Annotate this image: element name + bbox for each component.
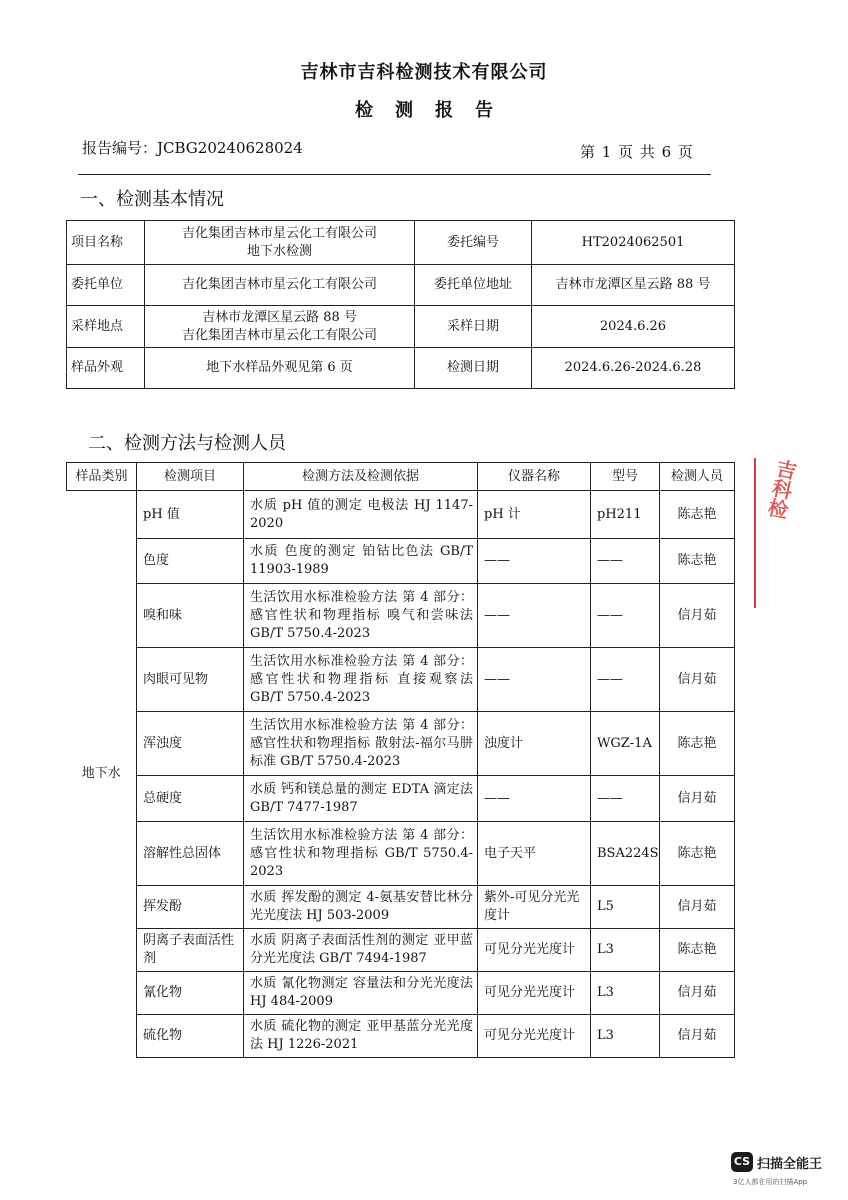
model-cell: pH211 (591, 491, 660, 539)
value-cell: HT2024062501 (532, 221, 735, 265)
table-row (67, 648, 735, 712)
person-cell: 信月茹 (660, 972, 735, 1015)
model-cell: —— (591, 539, 660, 584)
item-cell: 浑浊度 (137, 712, 244, 776)
column-header: 仪器名称 (478, 463, 591, 491)
instrument-cell: 可见分光光度计 (478, 1015, 591, 1058)
sample-category-cell: 地下水 (67, 491, 137, 1058)
watermark-name: 扫描全能王 (757, 1157, 823, 1172)
watermark-subtitle: 3亿人都在用的扫描App (733, 1178, 808, 1186)
person-cell: 陈志艳 (660, 491, 735, 539)
instrument-cell: —— (478, 776, 591, 822)
camscanner-logo-icon: CS (731, 1152, 753, 1172)
model-cell: L3 (591, 1015, 660, 1058)
instrument-cell: —— (478, 584, 591, 648)
table-row (67, 306, 735, 348)
model-cell: L5 (591, 886, 660, 929)
column-header: 检测项目 (137, 463, 244, 491)
label-cell: 项目名称 (67, 221, 145, 265)
method-cell: 生活饮用水标准检验方法 第 4 部分： 感官性状和物理指标 GB/T 5750.4-2023 (244, 822, 478, 886)
section1-title: 一、检测基本情况 (80, 189, 224, 210)
value-line: 吉林市龙潭区星云路 88 号 (202, 309, 357, 325)
item-cell: pH 值 (137, 491, 244, 539)
model-cell: L3 (591, 929, 660, 972)
person-cell: 信月茹 (660, 886, 735, 929)
method-cell: 水质 氰化物测定 容量法和分光光度法 HJ 484-2009 (244, 972, 478, 1015)
item-cell: 挥发酚 (137, 886, 244, 929)
item-cell: 色度 (137, 539, 244, 584)
label-cell: 委托单位 (67, 265, 145, 306)
report-title: 检测报告 (355, 100, 515, 121)
person-cell: 陈志艳 (660, 712, 735, 776)
table-header-row (67, 463, 735, 491)
model-cell: —— (591, 776, 660, 822)
table-row (67, 265, 735, 306)
value-cell: 地下水样品外观见第 6 页 (145, 348, 415, 389)
table-row (67, 491, 735, 539)
person-cell: 信月茹 (660, 648, 735, 712)
section2-title: 二、检测方法与检测人员 (88, 433, 286, 454)
model-cell: BSA224S (591, 822, 660, 886)
instrument-cell: 可见分光光度计 (478, 929, 591, 972)
value-cell: 2024.6.26-2024.6.28 (532, 348, 735, 389)
table-row (67, 584, 735, 648)
value-line: 地下水检测 (246, 243, 312, 259)
method-cell: 生活饮用水标准检验方法 第 4 部分：感官性状和物理指标 散射法-福尔马肼标准 GB/T 5750.4-2023 (244, 712, 478, 776)
item-cell: 嗅和味 (137, 584, 244, 648)
instrument-cell: 电子天平 (478, 822, 591, 886)
basic-info-table (66, 220, 735, 389)
value-cell: 吉化集团吉林市星云化工有限公司 (145, 265, 415, 306)
column-header: 检测人员 (660, 463, 735, 491)
method-cell: 水质 色度的测定 铂钴比色法 GB/T 11903-1989 (244, 539, 478, 584)
table-row (67, 929, 735, 972)
person-cell: 陈志艳 (660, 929, 735, 972)
instrument-cell: 可见分光光度计 (478, 972, 591, 1015)
column-header: 型号 (591, 463, 660, 491)
method-cell: 水质 硫化物的测定 亚甲基蓝分光光度法 HJ 1226-2021 (244, 1015, 478, 1058)
scanner-watermark (731, 1152, 831, 1190)
item-cell: 溶解性总固体 (137, 822, 244, 886)
person-cell: 信月茹 (660, 584, 735, 648)
label-cell: 检测日期 (415, 348, 532, 389)
table-row (67, 539, 735, 584)
table-row (67, 776, 735, 822)
label-cell: 样品外观 (67, 348, 145, 389)
header-divider (78, 174, 711, 175)
value-cell: 2024.6.26 (532, 306, 735, 348)
report-number: 报告编号：JCBG20240628024 (82, 139, 303, 157)
table-row (67, 822, 735, 886)
person-cell: 信月茹 (660, 776, 735, 822)
item-cell: 阴离子表面活性剂 (137, 929, 244, 972)
method-cell: 水质 钙和镁总量的测定 EDTA 滴定法 GB/T 7477-1987 (244, 776, 478, 822)
instrument-cell: —— (478, 539, 591, 584)
methods-table (66, 462, 735, 1058)
table-row (67, 221, 735, 265)
table-row (67, 1015, 735, 1058)
label-cell: 委托编号 (415, 221, 532, 265)
model-cell: L3 (591, 972, 660, 1015)
model-cell: WGZ-1A (591, 712, 660, 776)
label-cell: 采样地点 (67, 306, 145, 348)
person-cell: 陈志艳 (660, 539, 735, 584)
instrument-cell: 浊度计 (478, 712, 591, 776)
item-cell: 氰化物 (137, 972, 244, 1015)
value-cell: 吉林市龙潭区星云路 88 号 (532, 265, 735, 306)
method-cell: 水质 阴离子表面活性剂的测定 亚甲蓝分光光度法 GB/T 7494-1987 (244, 929, 478, 972)
value-cell (145, 221, 415, 265)
column-header: 检测方法及检测依据 (244, 463, 478, 491)
person-cell: 陈志艳 (660, 822, 735, 886)
method-cell: 水质 pH 值的测定 电极法 HJ 1147-2020 (244, 491, 478, 539)
model-cell: —— (591, 648, 660, 712)
instrument-cell: —— (478, 648, 591, 712)
method-cell: 水质 挥发酚的测定 4-氨基安替比林分光光度法 HJ 503-2009 (244, 886, 478, 929)
label-cell: 委托单位地址 (415, 265, 532, 306)
seal-stamp-text: 吉科检 (762, 456, 799, 521)
column-header: 样品类别 (67, 463, 137, 491)
instrument-cell: 紫外-可见分光光度计 (478, 886, 591, 929)
value-cell (145, 306, 415, 348)
company-name: 吉林市吉科检测技术有限公司 (300, 62, 548, 83)
value-line: 吉化集团吉林市星云化工有限公司 (181, 225, 377, 241)
method-cell: 生活饮用水标准检验方法 第 4 部分：感官性状和物理指标 直接观察法 GB/T 5750.4-2023 (244, 648, 478, 712)
table-row (67, 348, 735, 389)
person-cell: 信月茹 (660, 1015, 735, 1058)
method-cell: 生活饮用水标准检验方法 第 4 部分：感官性状和物理指标 嗅气和尝味法 GB/T 5750.4-2023 (244, 584, 478, 648)
seal-stamp (754, 456, 799, 608)
table-row (67, 972, 735, 1015)
item-cell: 总硬度 (137, 776, 244, 822)
label-cell: 采样日期 (415, 306, 532, 348)
instrument-cell: pH 计 (478, 491, 591, 539)
item-cell: 肉眼可见物 (137, 648, 244, 712)
table-row (67, 712, 735, 776)
value-line: 吉化集团吉林市星云化工有限公司 (181, 327, 377, 343)
table-row (67, 886, 735, 929)
page-info: 第 1 页 共 6 页 (580, 143, 694, 161)
model-cell: —— (591, 584, 660, 648)
item-cell: 硫化物 (137, 1015, 244, 1058)
